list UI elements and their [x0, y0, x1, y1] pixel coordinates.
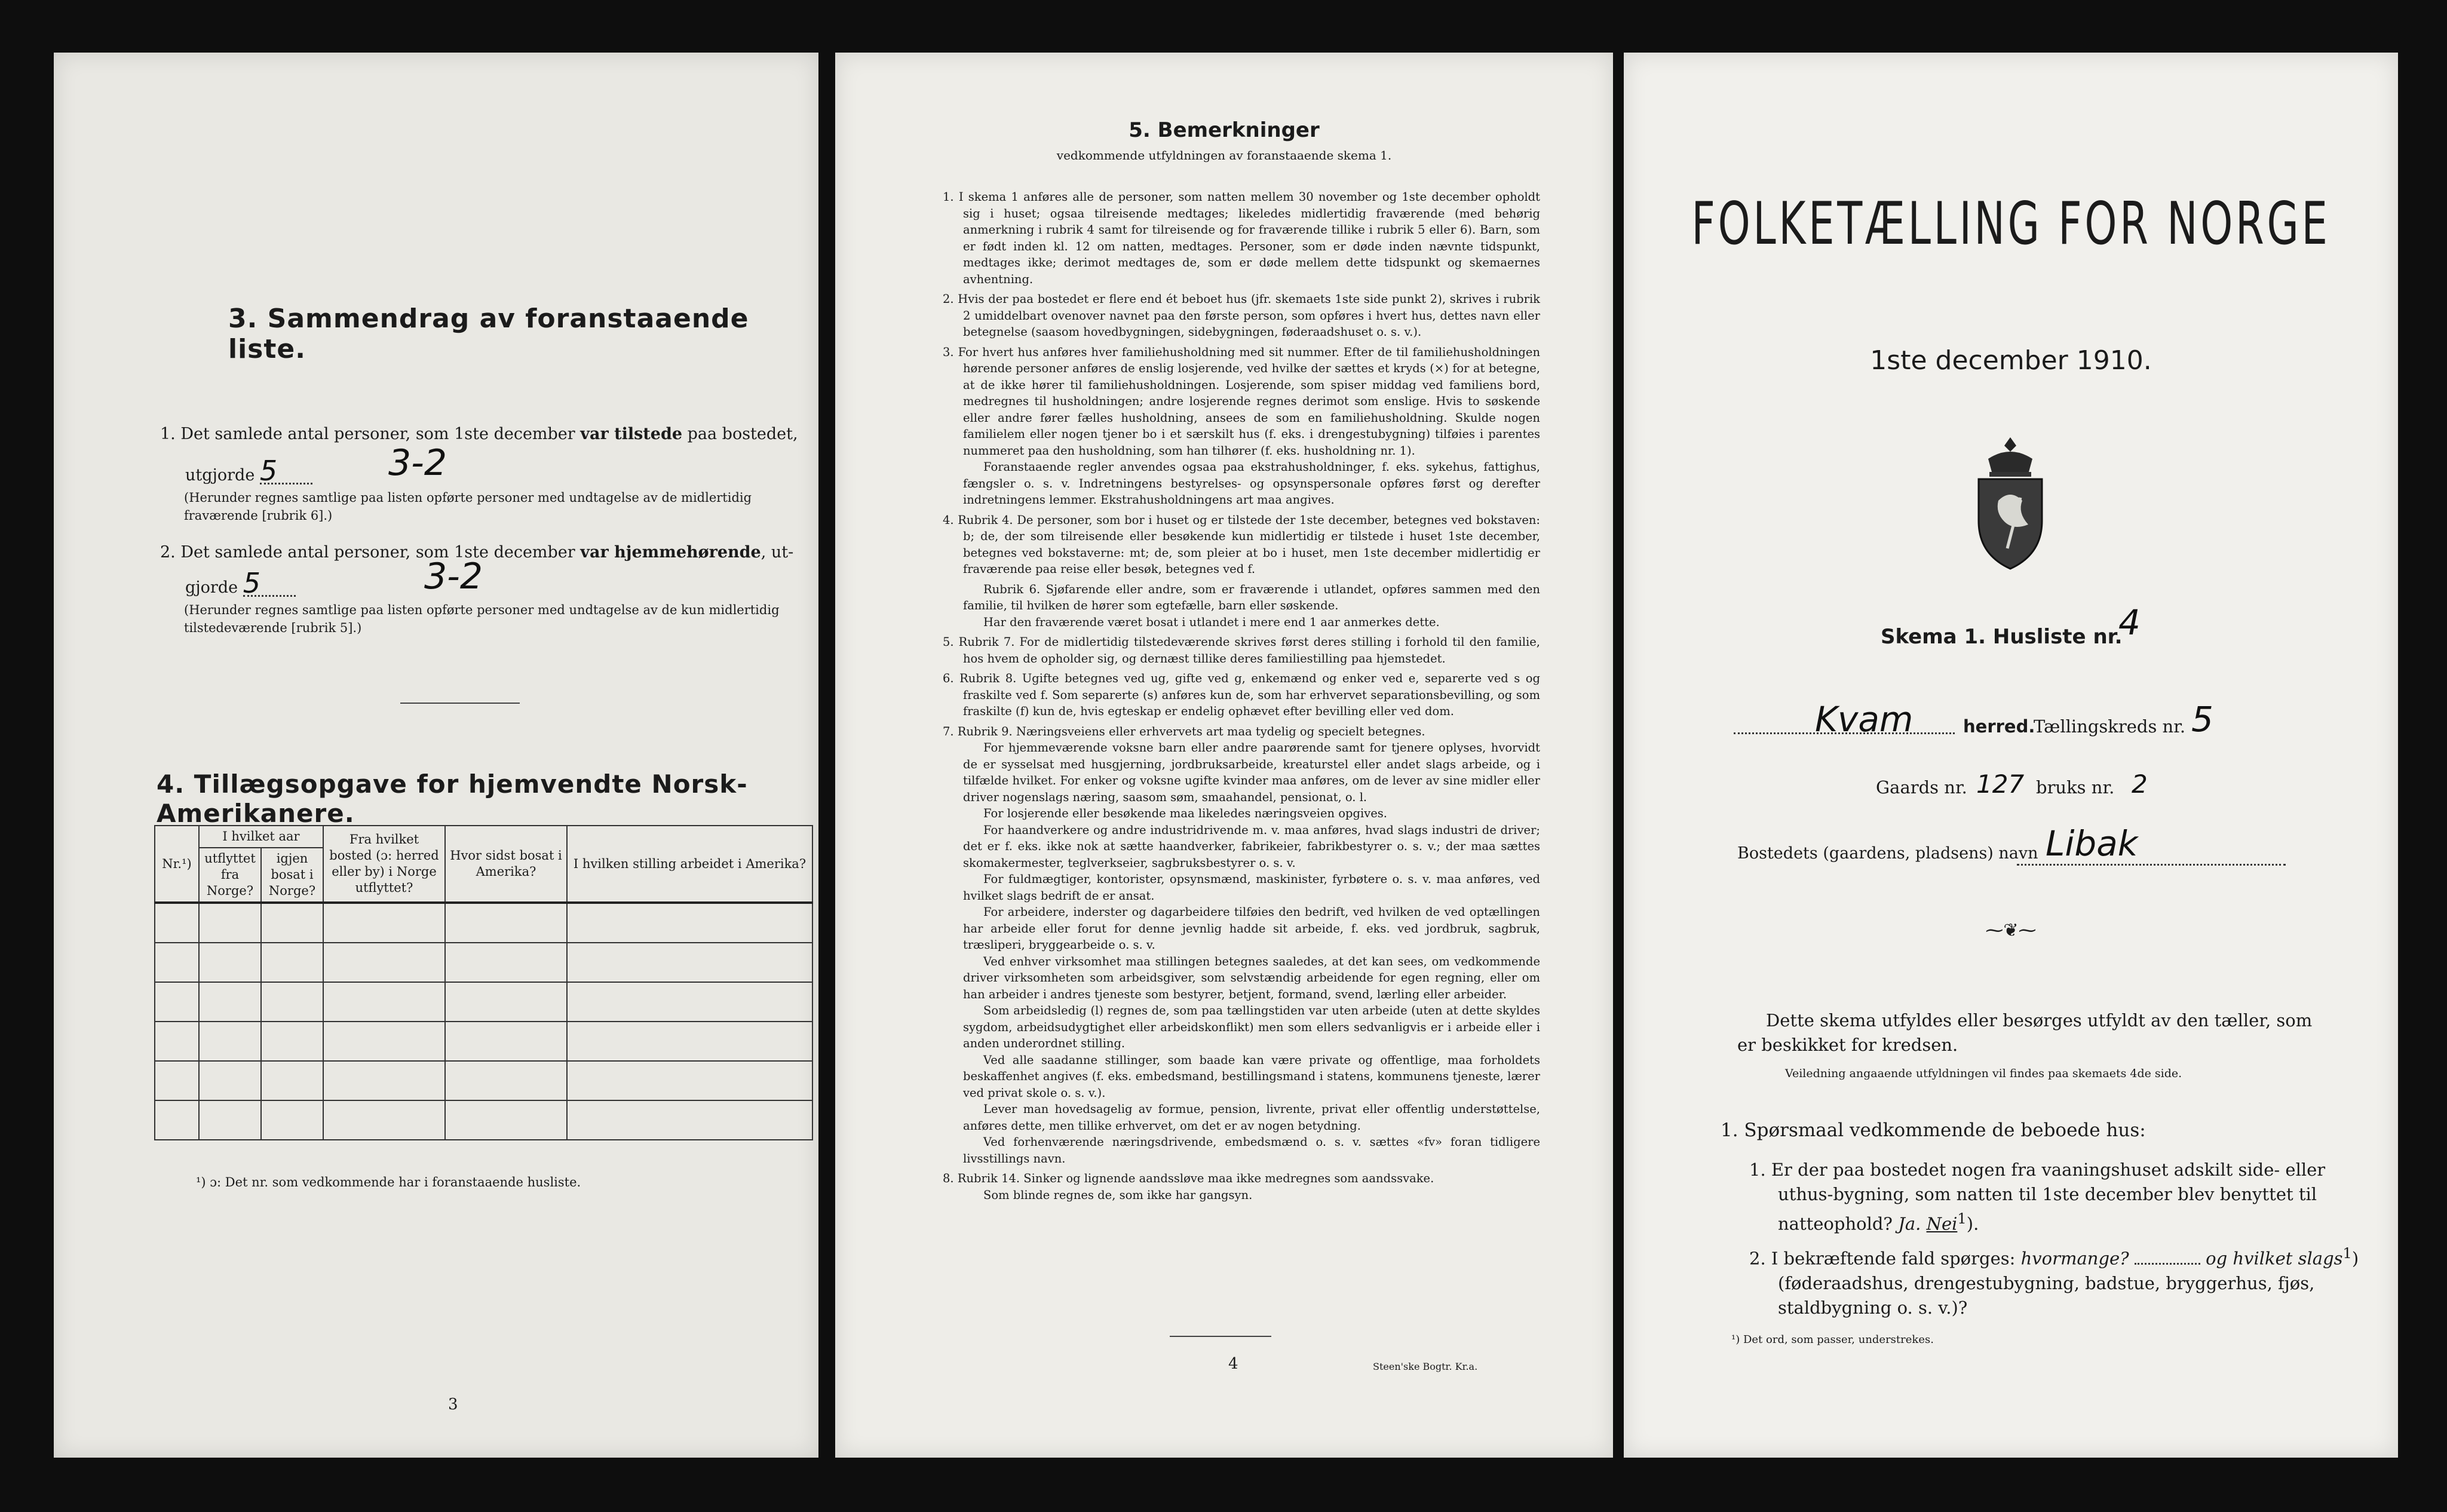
remark-7d: For haandverkere og andre industridrivende m. v. maa anføres, hvad slags industri de driver; det er f. eks. ikke nok at sætte haandverker, fabrikeier, fabrikbestyrer o. s. v.; der maa sættes skomakermester, teglverkseier, sagbruksbestyrer o. s. v.: [963, 823, 1540, 870]
table-row: [155, 1061, 812, 1100]
page-number-3: 3: [448, 1396, 458, 1413]
table-row: [155, 982, 812, 1022]
herred-value: Kvam: [1815, 699, 1914, 740]
bosted-value: Libak: [2046, 823, 2138, 864]
item1-line2: utgjorde 5: [185, 459, 312, 487]
remark-7j: Lever man hovedsagelig av formue, pension, livrente, privat eller offentlig understøttelse, anføres dette, men tillike erhvervet, om det er av nogen betydning.: [963, 1102, 1540, 1133]
question-1: 1. Er der paa bostedet nogen fra vaaningshuset adskilt side- eller uthus-bygning, som natten til 1ste december blev benyttet til natteophold? Ja. Nei$^1$).: [1749, 1160, 2326, 1234]
divider: [1170, 1336, 1271, 1337]
page-footnote: ¹) Det ord, som passer, understrekes.: [1731, 1333, 1934, 1346]
bruks-value: 2: [2132, 769, 2148, 799]
col-stilling: I hvilken stilling arbeidet i Amerika?: [567, 826, 812, 903]
answer-ja[interactable]: Ja.: [1898, 1213, 1921, 1234]
kreds-label: Tællingskreds nr.: [2034, 716, 2186, 737]
remark-7i: Ved alle saadanne stillinger, som baade kan være private og offentlige, maa forholdets beskaffenhet angives (f. eks. embedsmand, bestillingsmand i statens, kommunens tjeneste, lærer ved privat skole o. s. v.).: [963, 1053, 1540, 1100]
table-row: [155, 943, 812, 982]
section3-title: 3. Sammendrag av foranstaaende liste.: [228, 303, 749, 364]
remark-4: 4. Rubrik 4. De personer, som bor i huset og er tilstede der 1ste december, betegnes ved bokstaven: b; de, der som tilreisende eller besøkende kun midlertidig er tilstede i huset 1ste december, betegnes ved bokstaverne: mt; de, som pleier at bo i huset, men 1ste december midlertidig er fraværende paa reise eller besøk, betegnes ved f.: [943, 513, 1540, 576]
middle-page: [835, 53, 1613, 1458]
remark-7e: For fuldmægtiger, kontorister, opsynsmænd, maskinister, fyrbøtere o. s. v. maa anføres, ved hvilket slags bedrift de er ansat.: [963, 872, 1540, 903]
questions-heading: 1. Spørsmaal vedkommende de beboede hus:: [1721, 1120, 2146, 1141]
question-2: 2. I bekræftende fald spørges: hvormange? og hvilket slags$^1$) (føderaadshus, drengestubygning, badstue, bryggerhus, fjøs, staldbygning o. s. v.)?: [1749, 1245, 2359, 1318]
table-footnote: ¹) ɔ: Det nr. som vedkommende har i foranstaaende husliste.: [196, 1175, 581, 1189]
coat-of-arms-icon: [1971, 435, 2049, 572]
item2-line2: gjorde 5: [185, 571, 296, 599]
remark-7c: For losjerende eller besøkende maa likeledes næringsveien opgives.: [983, 806, 1387, 820]
remark-4c: Har den fraværende været bosat i utlandet i mere end 1 aar anmerkes dette.: [983, 615, 1440, 629]
skema-label: Skema 1. Husliste nr.: [1881, 625, 2123, 649]
remark-5: 5. Rubrik 7. For de midlertidig tilstedeværende skrives først deres stilling i forhold til den familie, hos hvem de opholder sig, og dernæst tillike deres familiestilling paa hjemstedet.: [943, 635, 1540, 665]
ornament-icon: ⁓❦⁓: [1985, 920, 2037, 941]
divider: [400, 703, 520, 704]
gaards-label: Gaards nr.: [1876, 777, 1967, 798]
remark-7g: Ved enhver virksomhet maa stillingen betegnes saaledes, at det kan sees, om vedkommende driver virksomheten som arbeidsgiver, som selvstændig arbeidende for egen regning, eller om han arbeider i andres tjeneste som bestyrer, betjent, formand, svend, lærling eller arbeider.: [963, 954, 1540, 1001]
remark-8: 8. Rubrik 14. Sinker og lignende aandssløve maa ikke medregnes som aandssvake.: [943, 1171, 1434, 1185]
summary-item-1: 1. Det samlede antal personer, som 1ste december var tilstede paa bostedet,: [160, 425, 798, 443]
table-row: [155, 903, 812, 943]
table-row: [155, 1022, 812, 1061]
herred-label: herred.: [1963, 716, 2035, 737]
remark-3: 3. For hvert hus anføres hver familiehusholdning med sit nummer. Efter de til familiehusholdningen hørende personer anføres de enslig losjerende, ved hvilke der sættes et kryds (×) for at betegne, at de ikke hører til familiehusholdningen. Losjerende, som spiser middag ved familiens bord, medregnes til husholdningen; andre losjerende regnes derimot som enslige. Hvis to søskende eller andre fører fælles husholdning, ansees de som en familiehusholdning. Skulde nogen familielem eller nogen tjener bo i et særskilt hus (f. eks. i drengestubygning) tilføies i parentes nummeret paa den husholdning, som han tilhører (f. eks. husholdning nr. 1).: [943, 345, 1540, 458]
remark-7h: Som arbeidsledig (l) regnes de, som paa tællingstiden var uten arbeide (uten at dette skyldes sygdom, arbeidsudygtighet eller arbeidskonflikt) men som ellers sedvanligvis er i arbeide eller i anden underordnet stilling.: [963, 1004, 1540, 1050]
husliste-nr: 4: [2118, 602, 2141, 643]
remark-7f: For arbeidere, inderster og dagarbeidere tilføies den bedrift, ved hvilken de ved optællingen har arbeide eller forut for denne jevnlig hadde sit arbeide, f. eks. ved jordbruk, sagbruk, træsliperi, bryggearbeide o. s. v.: [963, 905, 1540, 952]
printer-mark: Steen'ske Bogtr. Kr.a.: [1373, 1361, 1478, 1372]
answer-nei[interactable]: Nei: [1926, 1213, 1958, 1234]
remark-4b: Rubrik 6. Sjøfarende eller andre, som er fraværende i utlandet, opføres sammen med den familie, til hvilken de hører som egtefælle, barn eller søskende.: [963, 582, 1540, 612]
remarks-title: 5. Bemerkninger: [1129, 118, 1320, 142]
col-nr: Nr.¹): [155, 826, 199, 903]
remark-2: 2. Hvis der paa bostedet er flere end ét beboet hus (jfr. skemaets 1ste side punkt 2), skrives i rubrik 2 umiddelbart ovenover navnet paa den første person, som opføres i hvert hus, dettes navn eller betegnelse (saasom hovedbygningen, sidebygningen, føderaadshuset o. s. v.).: [943, 292, 1540, 339]
item1-note: (Herunder regnes samtlige paa listen opførte personer med undtagelse av de midlertidig fraværende [rubrik 6].): [184, 490, 752, 523]
col-utflyttet: utflyttet fra Norge?: [199, 848, 261, 903]
gaards-value: 127: [1976, 769, 2025, 799]
norsk-amerikanere-table: [154, 825, 813, 1140]
col-fra: Fra hvilket bosted (ɔ: herred eller by) i Norge utflyttet?: [323, 826, 445, 903]
bosted-line: [2017, 864, 2286, 866]
remark-7: 7. Rubrik 9. Næringsveiens eller erhvervets art maa tydelig og specielt betegnes.: [943, 724, 1425, 738]
item2-value: 5: [243, 571, 296, 597]
remark-6: 6. Rubrik 8. Ugifte betegnes ved ug, gifte ved g, enkemænd og enker ved e, separerte ved s og fraskilte ved f. Som separerte (s) anføres kun de, som har erhvervet separationsbevilling, og som fraskilte (f) kun de, hvis egteskap er endelig ophævet efter bevilling eller ved dom.: [943, 671, 1540, 718]
left-page: [54, 53, 818, 1458]
right-page: [1624, 53, 2398, 1458]
page-number-4: 4: [1228, 1355, 1238, 1373]
census-date: 1ste december 1910.: [1870, 345, 2152, 376]
instruction-note: Veiledning angaaende utfyldningen vil findes paa skemaets 4de side.: [1785, 1067, 2182, 1080]
table-row: [155, 1100, 812, 1140]
remark-8b: Som blinde regnes de, som ikke har gangsyn.: [983, 1188, 1253, 1202]
instruction-text: Dette skema utfyldes eller besørges utfyldt av den tæller, som er beskikket for kredsen.: [1737, 1010, 2313, 1055]
remark-1: 1. I skema 1 anføres alle de personer, som natten mellem 30 november og 1ste december opholdt sig i huset; ogsaa tilreisende medtages; likeledes midlertidig fraværende (med behørig anmerkning i rubrik 4 samt for tilreisende og for fraværende tillike i rubrik 5 eller 6). Barn, som er født inden kl. 12 om natten, medtages. Personer, som er døde inden nævnte tidspunkt, medtages ikke; derimot medtages de, som er døde mellem dette tidspunkt og skemaernes avhentning.: [943, 190, 1540, 286]
remark-3b: Foranstaaende regler anvendes ogsaa paa ekstrahusholdninger, f. eks. sykehus, fattighus, fængsler o. s. v. Indretningens bestyrelses- og opsynspersonale opføres først og derefter indretningens lemmer. Ekstrahusholdningens art maa angives.: [963, 460, 1540, 507]
item2-note: (Herunder regnes samtlige paa listen opførte personer med undtagelse av de kun midlertidig tilstedeværende [rubrik 5].): [184, 603, 780, 635]
item1-value: 5: [260, 459, 312, 484]
remark-7k: Ved forhenværende næringsdrivende, embedsmænd o. s. v. sættes «fv» foran tidligere livsstillings navn.: [963, 1135, 1540, 1166]
kreds-value: 5: [2191, 699, 2213, 740]
col-group-aar: I hvilket aar: [199, 826, 323, 848]
remarks-subtitle: vedkommende utfyldningen av foranstaaende skema 1.: [1056, 148, 1392, 162]
remarks-body: [943, 189, 1540, 1203]
item1-handwritten: 3-2: [388, 442, 447, 484]
main-title: FOLKETÆLLING FOR NORGE: [1691, 190, 2331, 258]
bosted-label: Bostedets (gaardens, pladsens) navn: [1737, 844, 2038, 863]
bruks-label: bruks nr.: [2036, 777, 2115, 798]
col-hvor: Hvor sidst bosat i Amerika?: [445, 826, 567, 903]
antal-field[interactable]: [2135, 1263, 2200, 1265]
remark-7b: For hjemmeværende voksne barn eller andre paarørende samt for tjenere oplyses, hvorvidt de er sysselsat med husgjerning, jordbruksarbeide, kreaturstel eller andet slags arbeide, og i tilfælde hvilket. For enker og voksne ugifte kvinder maa anføres, om de lever av sine midler eller driver nogenslags næring, saasom søm, smaahandel, pensionat, o. l.: [963, 741, 1540, 804]
section4-title: 4. Tillægsopgave for hjemvendte Norsk-Amerikanere.: [157, 769, 748, 828]
summary-item-2: 2. Det samlede antal personer, som 1ste december var hjemmehørende, ut-: [160, 543, 794, 562]
item2-handwritten: 3-2: [424, 556, 483, 597]
col-igjen: igjen bosat i Norge?: [261, 848, 323, 903]
